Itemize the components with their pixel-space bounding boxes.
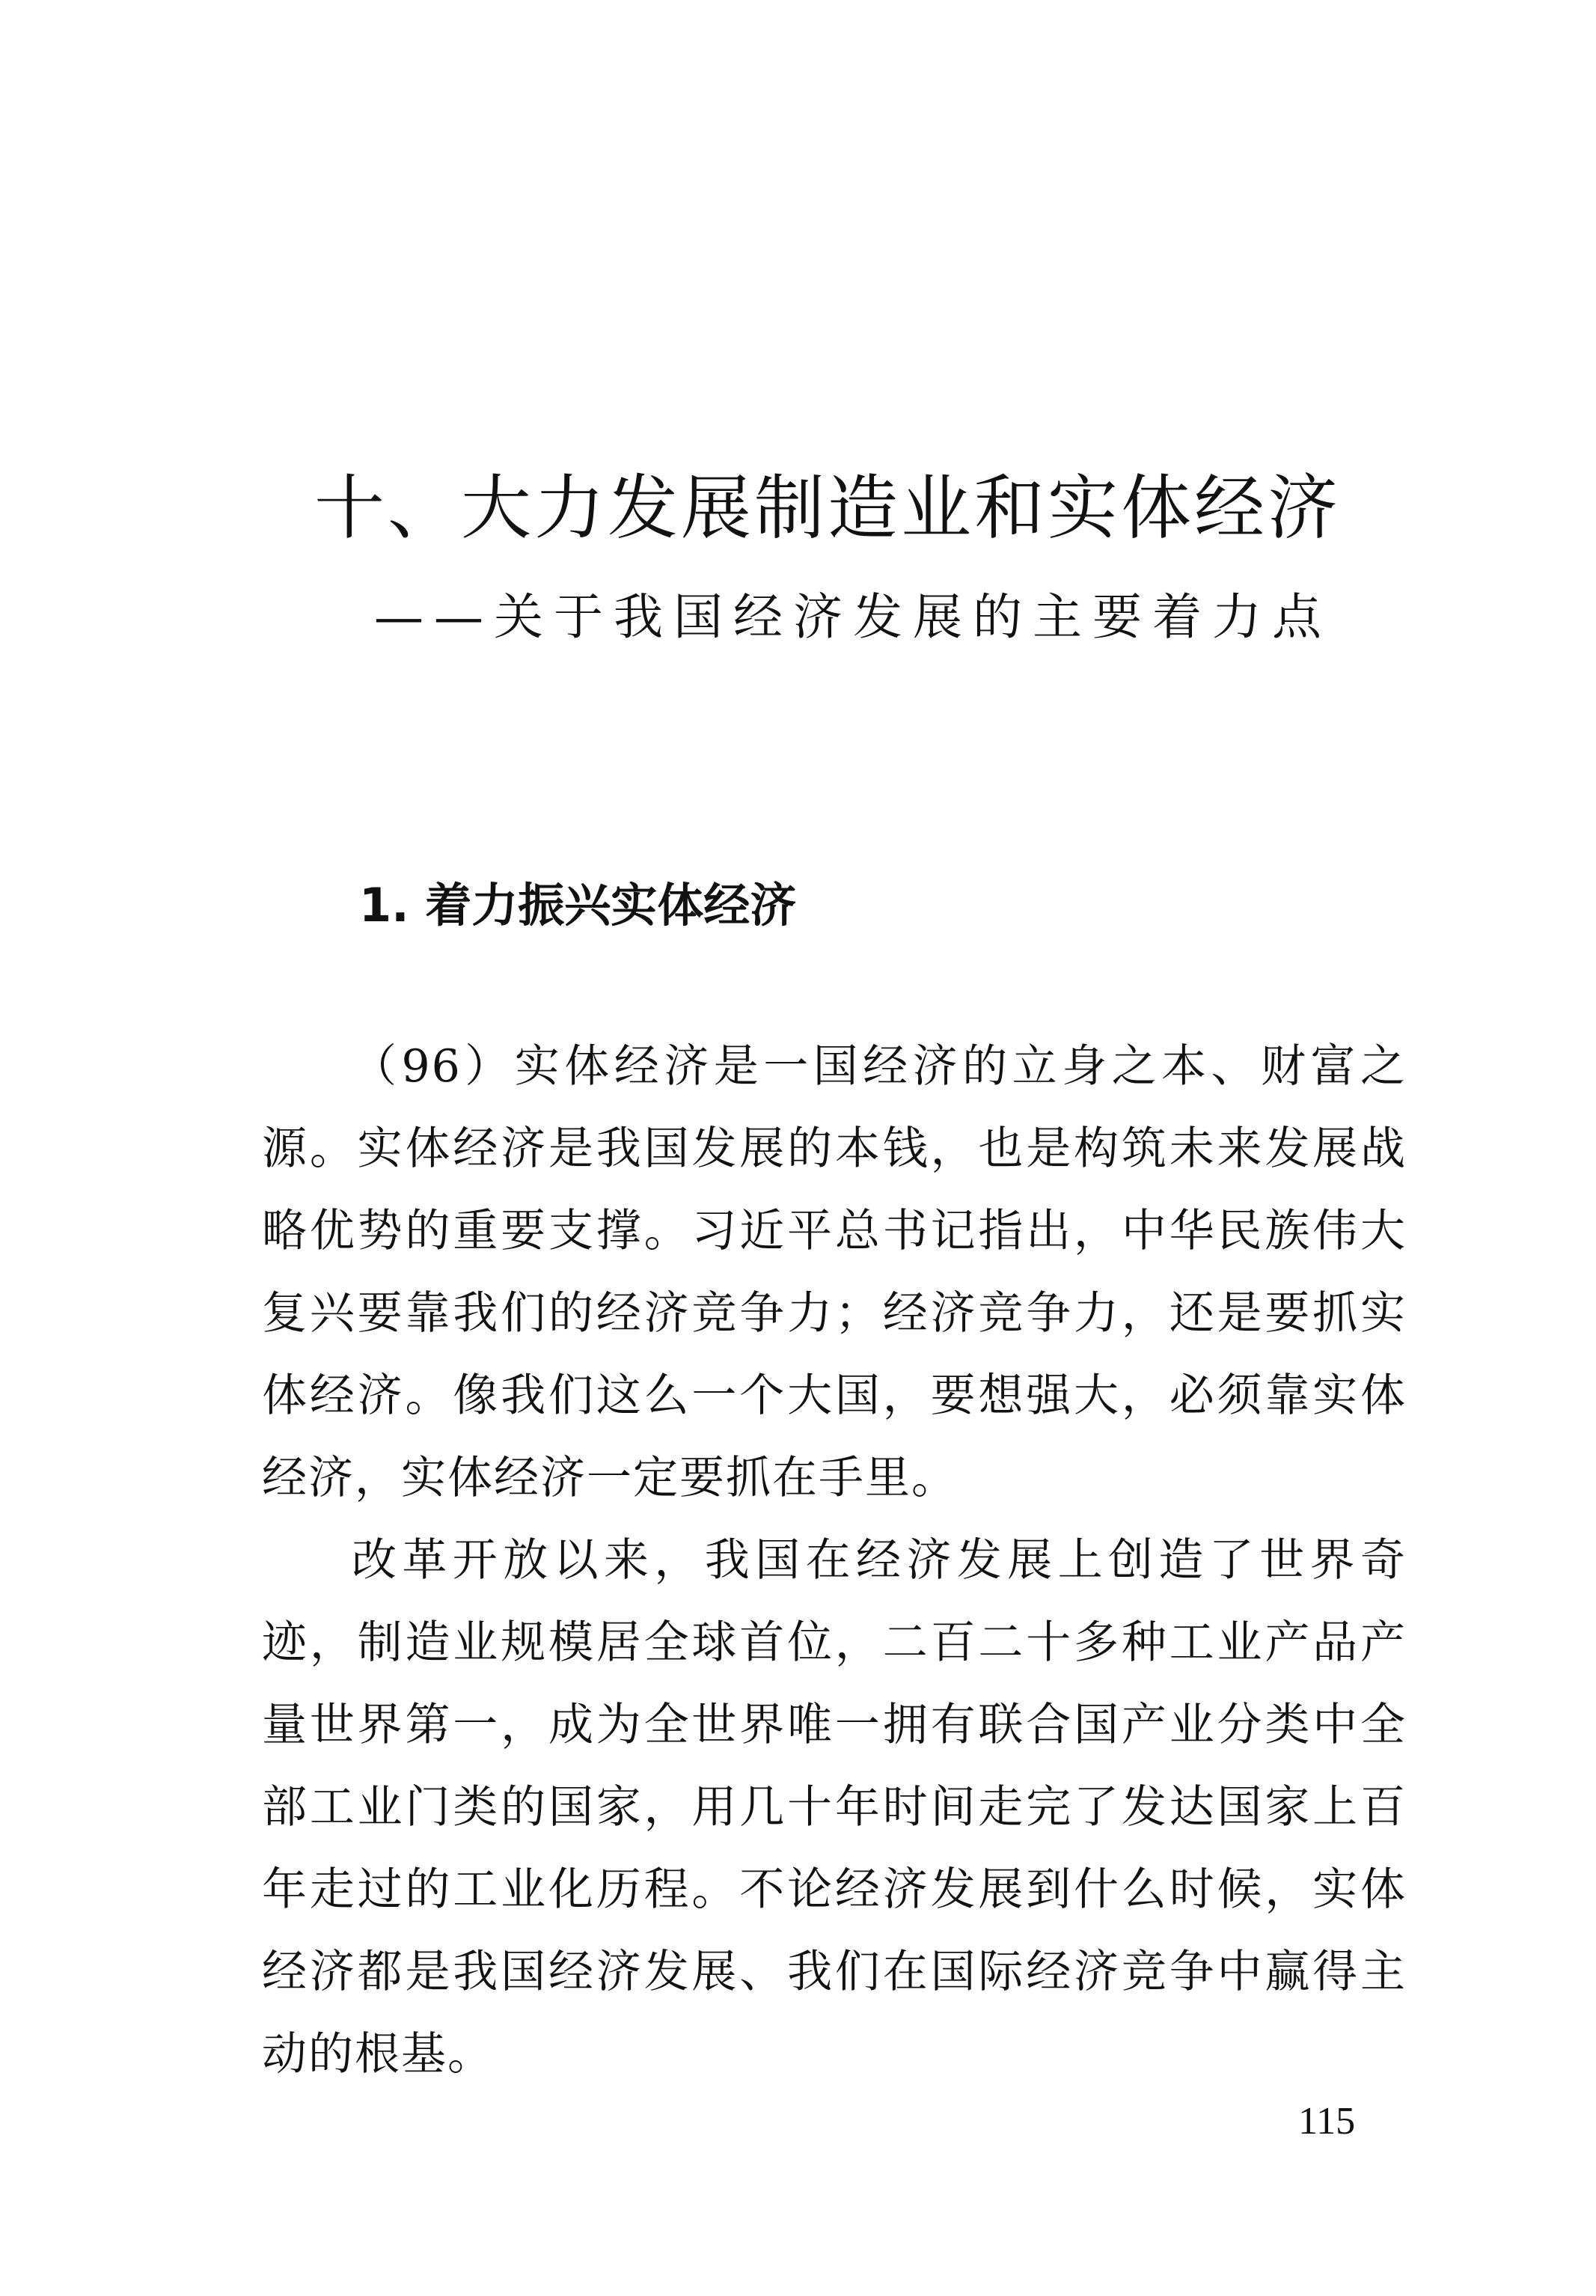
chapter-title: 十、大力发展制造业和实体经济	[314, 468, 1342, 549]
paragraph: （96）实体经济是一国经济的立身之本、财富之源。实体经济是我国发展的本钱，也是构筑未来发展战略优势的重要支撑。习近平总书记指出，中华民族伟大复兴要靠我们的经济竞争力；经济竞争力，还是要抓实体经济。像我们这么一个大国，要想强大，必须靠实体经济，实体经济一定要抓在手里。	[262, 1040, 1407, 1504]
paragraph: 改革开放以来，我国在经济发展上创造了世界奇迹，制造业规模居全球首位，二百二十多种工业产品产量世界第一，成为全世界唯一拥有联合国产业分类中全部工业门类的国家，用几十年时间走完了发达国家上百年走过的工业化历程。不论经济发展到什么时候，实体经济都是我国经济发展、我们在国际经济竞争中赢得主动的根基。	[262, 1534, 1407, 2080]
body-text	[262, 1025, 1407, 2095]
chapter-subtitle: ——关于我国经济发展的主要着力点	[374, 588, 1332, 646]
page-number: 115	[1298, 2100, 1356, 2143]
section-heading: 1. 着力振兴实体经济	[359, 878, 797, 932]
